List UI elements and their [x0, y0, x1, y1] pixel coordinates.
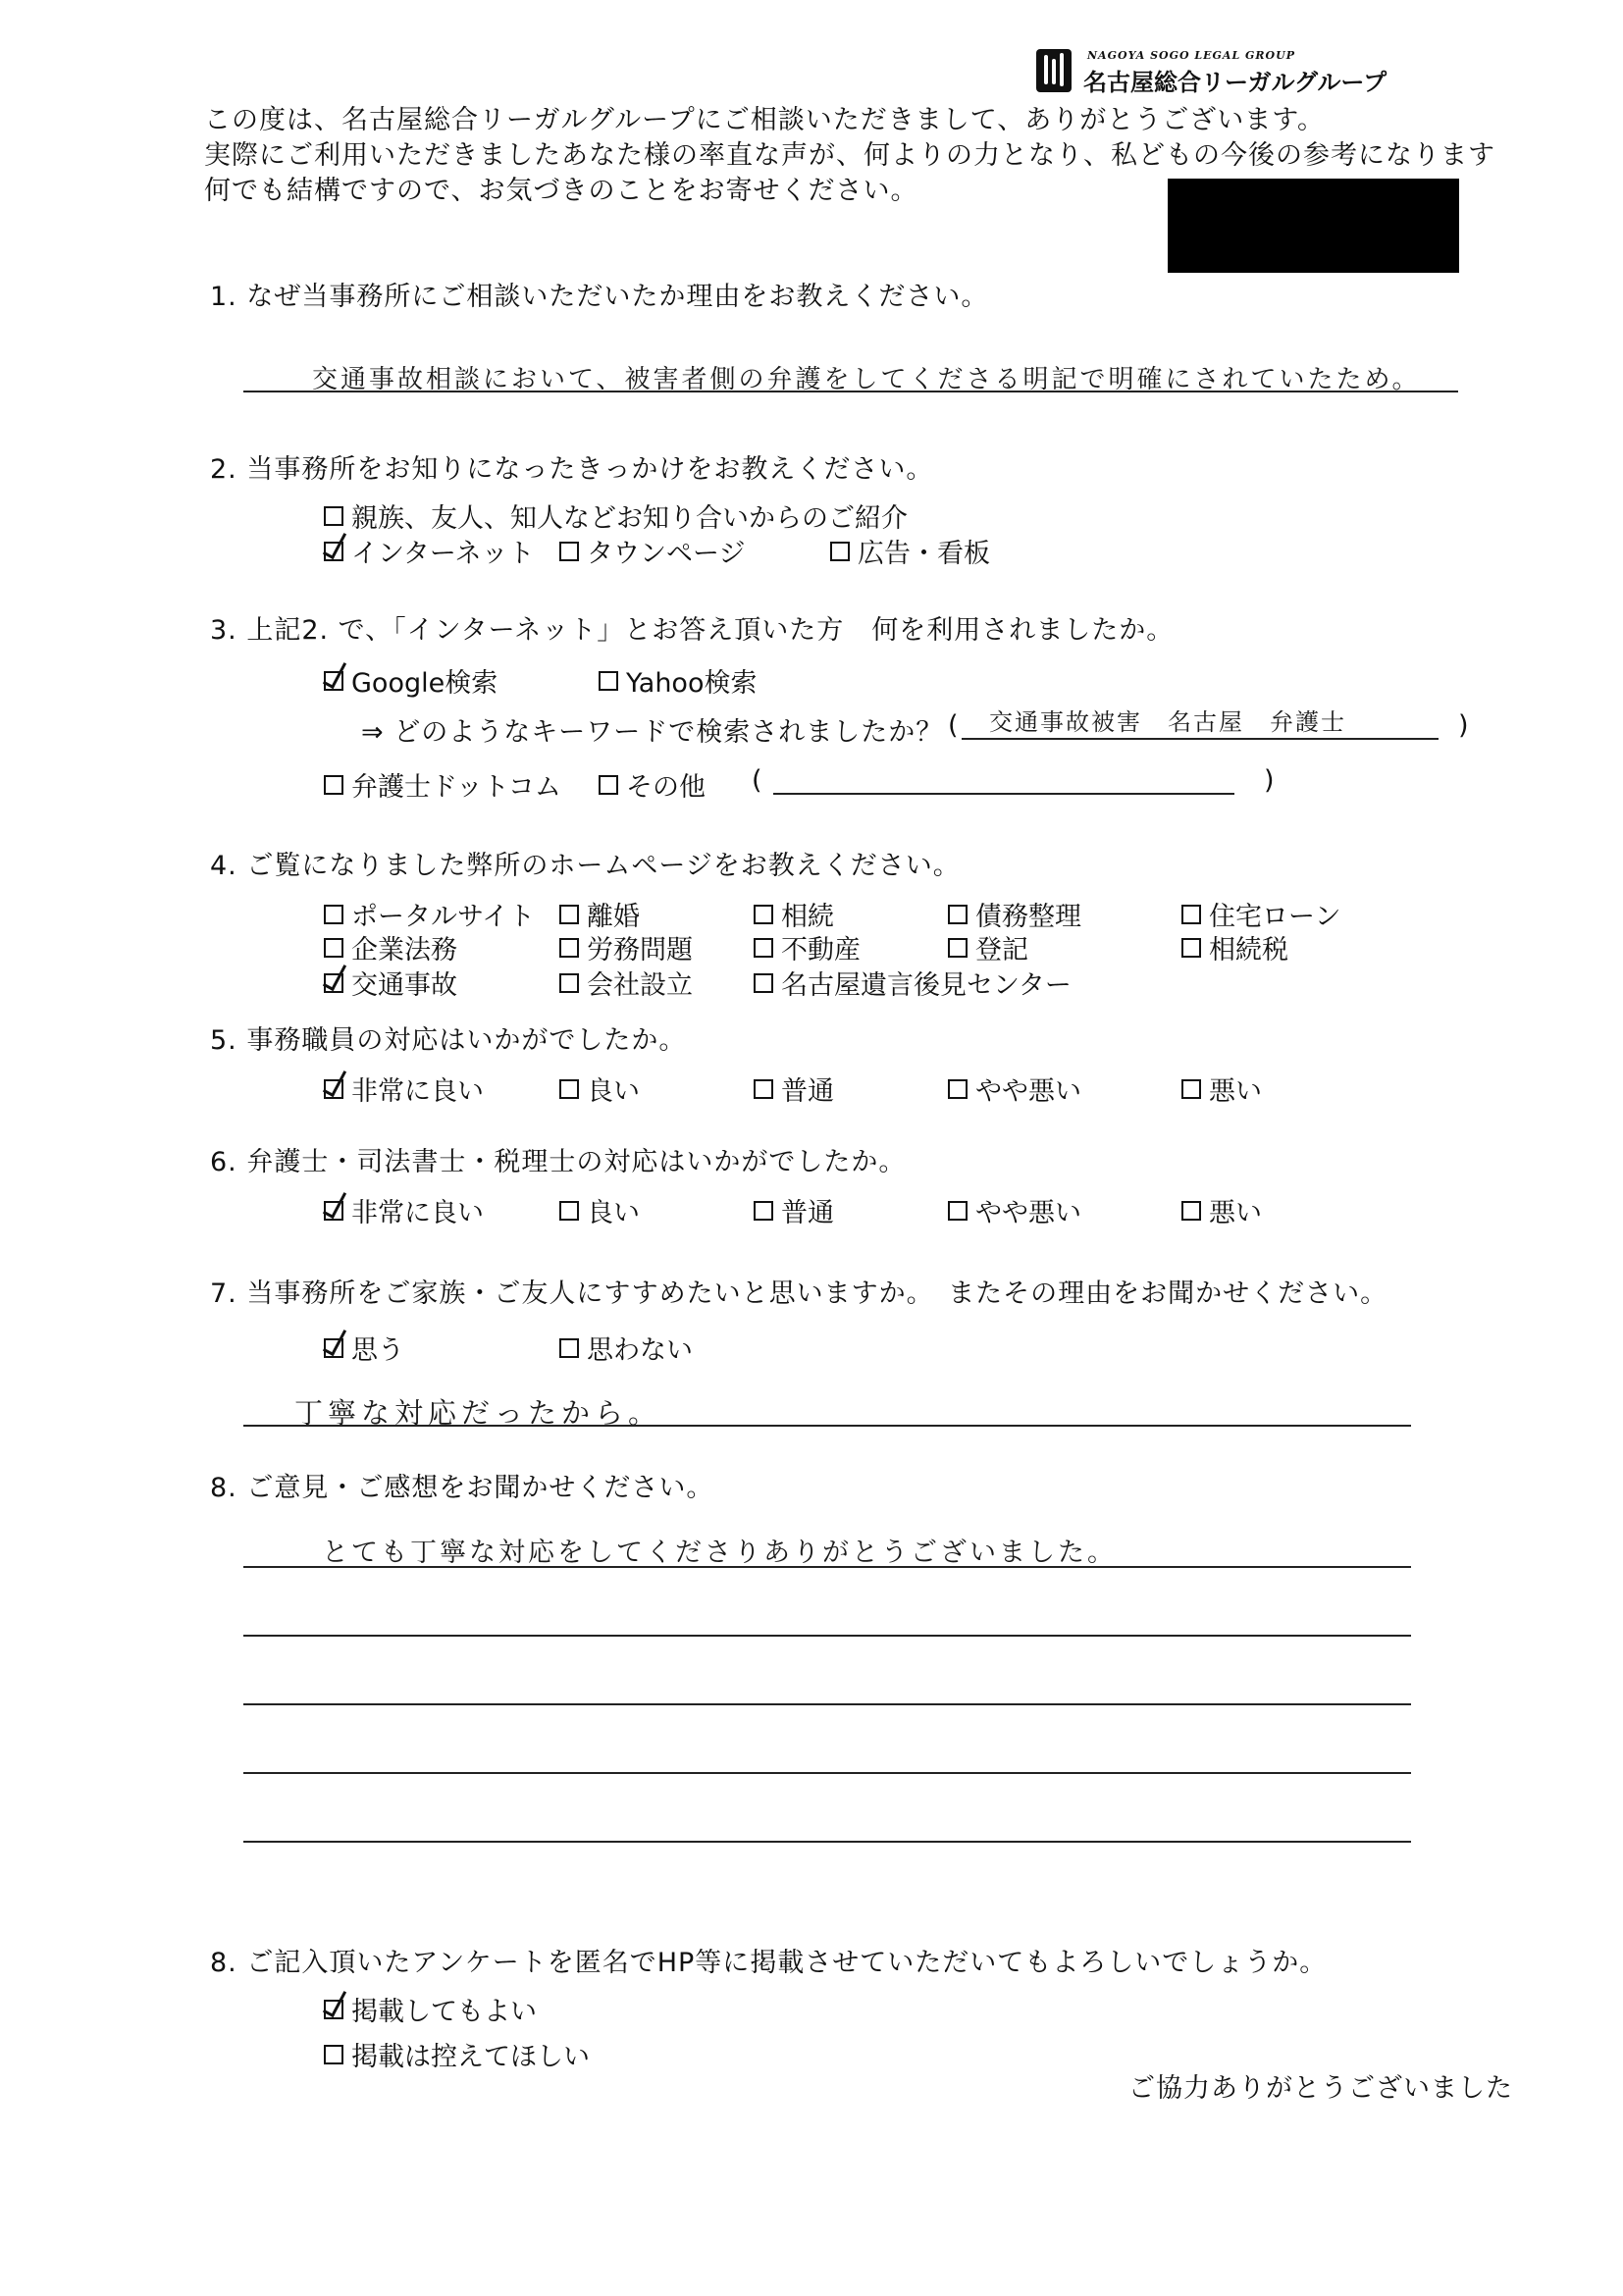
q3-checkbox-google[interactable] — [324, 671, 343, 691]
logo-japanese: 名古屋総合リーガルグループ — [1083, 69, 1387, 96]
q6-label-somewhat-bad: やや悪い — [975, 1198, 1081, 1228]
q6-checkbox-good[interactable] — [559, 1201, 579, 1221]
q8-question: 8. ご意見・ご感想をお聞かせください。 — [210, 1473, 714, 1503]
q4-option-labor[interactable] — [559, 928, 693, 966]
q9-checkbox-decline[interactable] — [324, 2045, 343, 2064]
q4-label-will-center: 名古屋遺言後見センター — [781, 970, 1072, 1001]
q7-label-yes: 思う — [351, 1335, 404, 1366]
q4-option-traffic[interactable] — [324, 964, 457, 1002]
q4-label-inheritance-tax: 相続税 — [1209, 935, 1288, 965]
q4-checkbox-corporate[interactable] — [324, 938, 343, 958]
q3-label-yahoo: Yahoo検索 — [626, 668, 758, 699]
q4-checkbox-inheritance[interactable] — [754, 905, 773, 924]
q4-checkbox-registration[interactable] — [948, 938, 968, 958]
q6-checkbox-somewhat-bad[interactable] — [948, 1201, 968, 1221]
q6-label-bad: 悪い — [1209, 1198, 1262, 1228]
q9-label-allow: 掲載してもよい — [351, 1997, 537, 2027]
q5-label-average: 普通 — [781, 1076, 834, 1107]
q7-answer: 丁寧な対応だったから。 — [294, 1396, 662, 1430]
q4-checkbox-debt[interactable] — [948, 905, 968, 924]
q5-question: 5. 事務職員の対応はいかがでしたか。 — [210, 1025, 687, 1056]
q5-label-somewhat-bad: やや悪い — [975, 1076, 1081, 1107]
q3-keyword-answer: 交通事故被害 名古屋 弁護士 — [989, 708, 1346, 736]
q4-option-company-setup[interactable] — [559, 964, 693, 1002]
q7-label-no: 思わない — [587, 1335, 693, 1366]
q5-checkbox-average[interactable] — [754, 1079, 773, 1099]
q4-label-labor: 労務問題 — [587, 935, 693, 965]
q4-question: 4. ご覧になりました弊所のホームページをお教えください。 — [210, 851, 961, 881]
q5-label-bad: 悪い — [1209, 1076, 1262, 1107]
q2-checkbox-internet[interactable] — [324, 542, 343, 561]
q4-label-realestate: 不動産 — [781, 935, 861, 965]
q9-label-decline: 掲載は控えてほしい — [351, 2042, 590, 2072]
logo-icon — [1036, 49, 1072, 92]
q4-checkbox-divorce[interactable] — [559, 905, 579, 924]
q3-label-other: その他 — [626, 772, 706, 803]
intro-line-1: この度は、名古屋総合リーガルグループにご相談いただきまして、ありがとうございます。 — [204, 105, 1326, 135]
q6-label-very-good: 非常に良い — [351, 1198, 484, 1228]
q4-option-inheritance-tax[interactable] — [1181, 928, 1288, 966]
q5-option-good[interactable] — [559, 1070, 640, 1108]
q9-checkbox-allow[interactable] — [324, 2000, 343, 2019]
intro-line-3: 何でも結構ですので、お気づきのことをお寄せください。 — [204, 176, 918, 206]
q3-question: 3. 上記2. で、「インターネット」とお答え頂いた方 何を利用されましたか。 — [210, 615, 1175, 646]
q6-label-average: 普通 — [781, 1198, 834, 1228]
q6-option-average[interactable] — [754, 1191, 834, 1229]
q3-other-close-paren: ) — [1264, 765, 1276, 796]
q6-option-good[interactable] — [559, 1191, 640, 1229]
q4-option-realestate[interactable] — [754, 928, 861, 966]
q1-question: 1. なぜ当事務所にご相談いただいたか理由をお教えください。 — [210, 282, 989, 312]
q5-option-bad[interactable] — [1181, 1070, 1262, 1108]
q9-option-allow[interactable] — [324, 1990, 537, 2028]
q2-checkbox-townpage[interactable] — [559, 542, 579, 561]
q5-checkbox-good[interactable] — [559, 1079, 579, 1099]
q7-checkbox-no[interactable] — [559, 1338, 579, 1358]
q8-answer-line-3 — [243, 1703, 1411, 1705]
q5-checkbox-very-good[interactable] — [324, 1079, 343, 1099]
q4-checkbox-mortgage[interactable] — [1181, 905, 1201, 924]
q5-label-very-good: 非常に良い — [351, 1076, 484, 1107]
q5-checkbox-somewhat-bad[interactable] — [948, 1079, 968, 1099]
q3-checkbox-other[interactable] — [599, 775, 618, 795]
q5-checkbox-bad[interactable] — [1181, 1079, 1201, 1099]
q4-label-corporate: 企業法務 — [351, 935, 457, 965]
q4-checkbox-inheritance-tax[interactable] — [1181, 938, 1201, 958]
q3-keyword-prompt: ⇒ どのようなキーワードで検索されましたか？ — [361, 717, 944, 748]
q8-answer: とても丁寧な対応をしてくださりありがとうございました。 — [322, 1538, 1117, 1568]
q2-label-ad: 広告・看板 — [858, 539, 990, 569]
q2-label-referral: 親族、友人、知人などお知り合いからのご紹介 — [351, 503, 908, 534]
q2-option-referral[interactable] — [324, 496, 908, 535]
logo-english: NAGOYA SOGO LEGAL GROUP — [1087, 49, 1296, 62]
q2-checkbox-ad[interactable] — [830, 542, 850, 561]
q2-label-townpage: タウンページ — [587, 539, 746, 569]
q3-keyword-line — [962, 738, 1439, 740]
q4-checkbox-will-center[interactable] — [754, 973, 773, 993]
q1-answer: 交通事故相談において、被害者側の弁護をしてくださる明記で明確にされていたため。 — [312, 365, 1421, 394]
q9-option-decline[interactable] — [324, 2035, 590, 2073]
q4-checkbox-realestate[interactable] — [754, 938, 773, 958]
q2-question: 2. 当事務所をお知りになったきっかけをお教えください。 — [210, 454, 934, 485]
q5-option-somewhat-bad[interactable] — [948, 1070, 1081, 1108]
q7-answer-line — [243, 1425, 1411, 1427]
q4-checkbox-company-setup[interactable] — [559, 973, 579, 993]
q3-option-bengoshi[interactable] — [324, 765, 561, 804]
q2-label-internet: インターネット — [351, 539, 535, 569]
q6-option-somewhat-bad[interactable] — [948, 1191, 1081, 1229]
q3-option-other[interactable] — [599, 765, 706, 804]
q3-other-line[interactable] — [773, 793, 1234, 795]
q4-checkbox-portal[interactable] — [324, 905, 343, 924]
q6-label-good: 良い — [587, 1198, 640, 1228]
q6-checkbox-very-good[interactable] — [324, 1201, 343, 1221]
q4-label-mortgage: 住宅ローン — [1209, 902, 1341, 932]
q4-option-corporate[interactable] — [324, 928, 457, 966]
footer-thanks: ご協力ありがとうございました — [1128, 2073, 1513, 2104]
q7-option-no[interactable] — [559, 1329, 693, 1367]
intro-line-2: 実際にご利用いただきましたあなた様の率直な声が、何よりの力となり、私どもの今後の参考になります — [204, 140, 1495, 171]
q3-keyword-open-paren: ( — [948, 710, 960, 741]
q6-option-very-good[interactable] — [324, 1191, 484, 1229]
q2-option-ad[interactable] — [830, 532, 990, 570]
q3-keyword-close-paren: ) — [1458, 710, 1470, 741]
q5-label-good: 良い — [587, 1076, 640, 1107]
q2-option-townpage[interactable] — [559, 532, 745, 570]
q2-option-internet[interactable] — [324, 532, 535, 570]
q4-label-company-setup: 会社設立 — [587, 970, 693, 1001]
q7-checkbox-yes[interactable] — [324, 1338, 343, 1358]
q4-label-divorce: 離婚 — [587, 902, 640, 932]
q8-answer-line-1 — [243, 1566, 1411, 1568]
q4-option-will-center[interactable] — [754, 964, 1072, 1002]
q7-option-yes[interactable] — [324, 1329, 404, 1367]
q3-label-google: Google検索 — [351, 668, 498, 699]
q3-checkbox-bengoshi[interactable] — [324, 775, 343, 795]
q4-label-portal: ポータルサイト — [351, 902, 536, 932]
q3-option-google[interactable] — [324, 661, 497, 700]
q1-answer-line — [243, 391, 1458, 392]
q8-answer-line-2 — [243, 1635, 1411, 1637]
q7-question: 7. 当事務所をご家族・ご友人にすすめたいと思いますか。 またその理由をお聞かせください。 — [210, 1278, 1388, 1309]
redacted-name-box — [1168, 179, 1459, 273]
q8-answer-line-4 — [243, 1772, 1411, 1774]
q6-question: 6. 弁護士・司法書士・税理士の対応はいかがでしたか。 — [210, 1147, 907, 1177]
q6-option-bad[interactable] — [1181, 1191, 1262, 1229]
q5-option-very-good[interactable] — [324, 1070, 484, 1108]
q4-checkbox-labor[interactable] — [559, 938, 579, 958]
q3-label-bengoshi: 弁護士ドットコム — [351, 772, 561, 803]
q2-checkbox-referral[interactable] — [324, 506, 343, 526]
q3-option-yahoo[interactable] — [599, 661, 757, 700]
q3-other-open-paren: ( — [752, 765, 763, 796]
q9-question: 8. ご記入頂いたアンケートを匿名でHP等に掲載させていただいてもよろしいでしょうか。 — [210, 1948, 1328, 1978]
q4-label-inheritance: 相続 — [781, 902, 834, 932]
q5-option-average[interactable] — [754, 1070, 834, 1108]
q6-checkbox-bad[interactable] — [1181, 1201, 1201, 1221]
q3-checkbox-yahoo[interactable] — [599, 671, 618, 691]
q8-answer-line-5 — [243, 1841, 1411, 1843]
q6-checkbox-average[interactable] — [754, 1201, 773, 1221]
q4-label-debt: 債務整理 — [975, 902, 1081, 932]
q4-option-registration[interactable] — [948, 928, 1028, 966]
q4-checkbox-traffic[interactable] — [324, 973, 343, 993]
q4-label-registration: 登記 — [975, 935, 1028, 965]
q4-label-traffic: 交通事故 — [351, 970, 457, 1001]
